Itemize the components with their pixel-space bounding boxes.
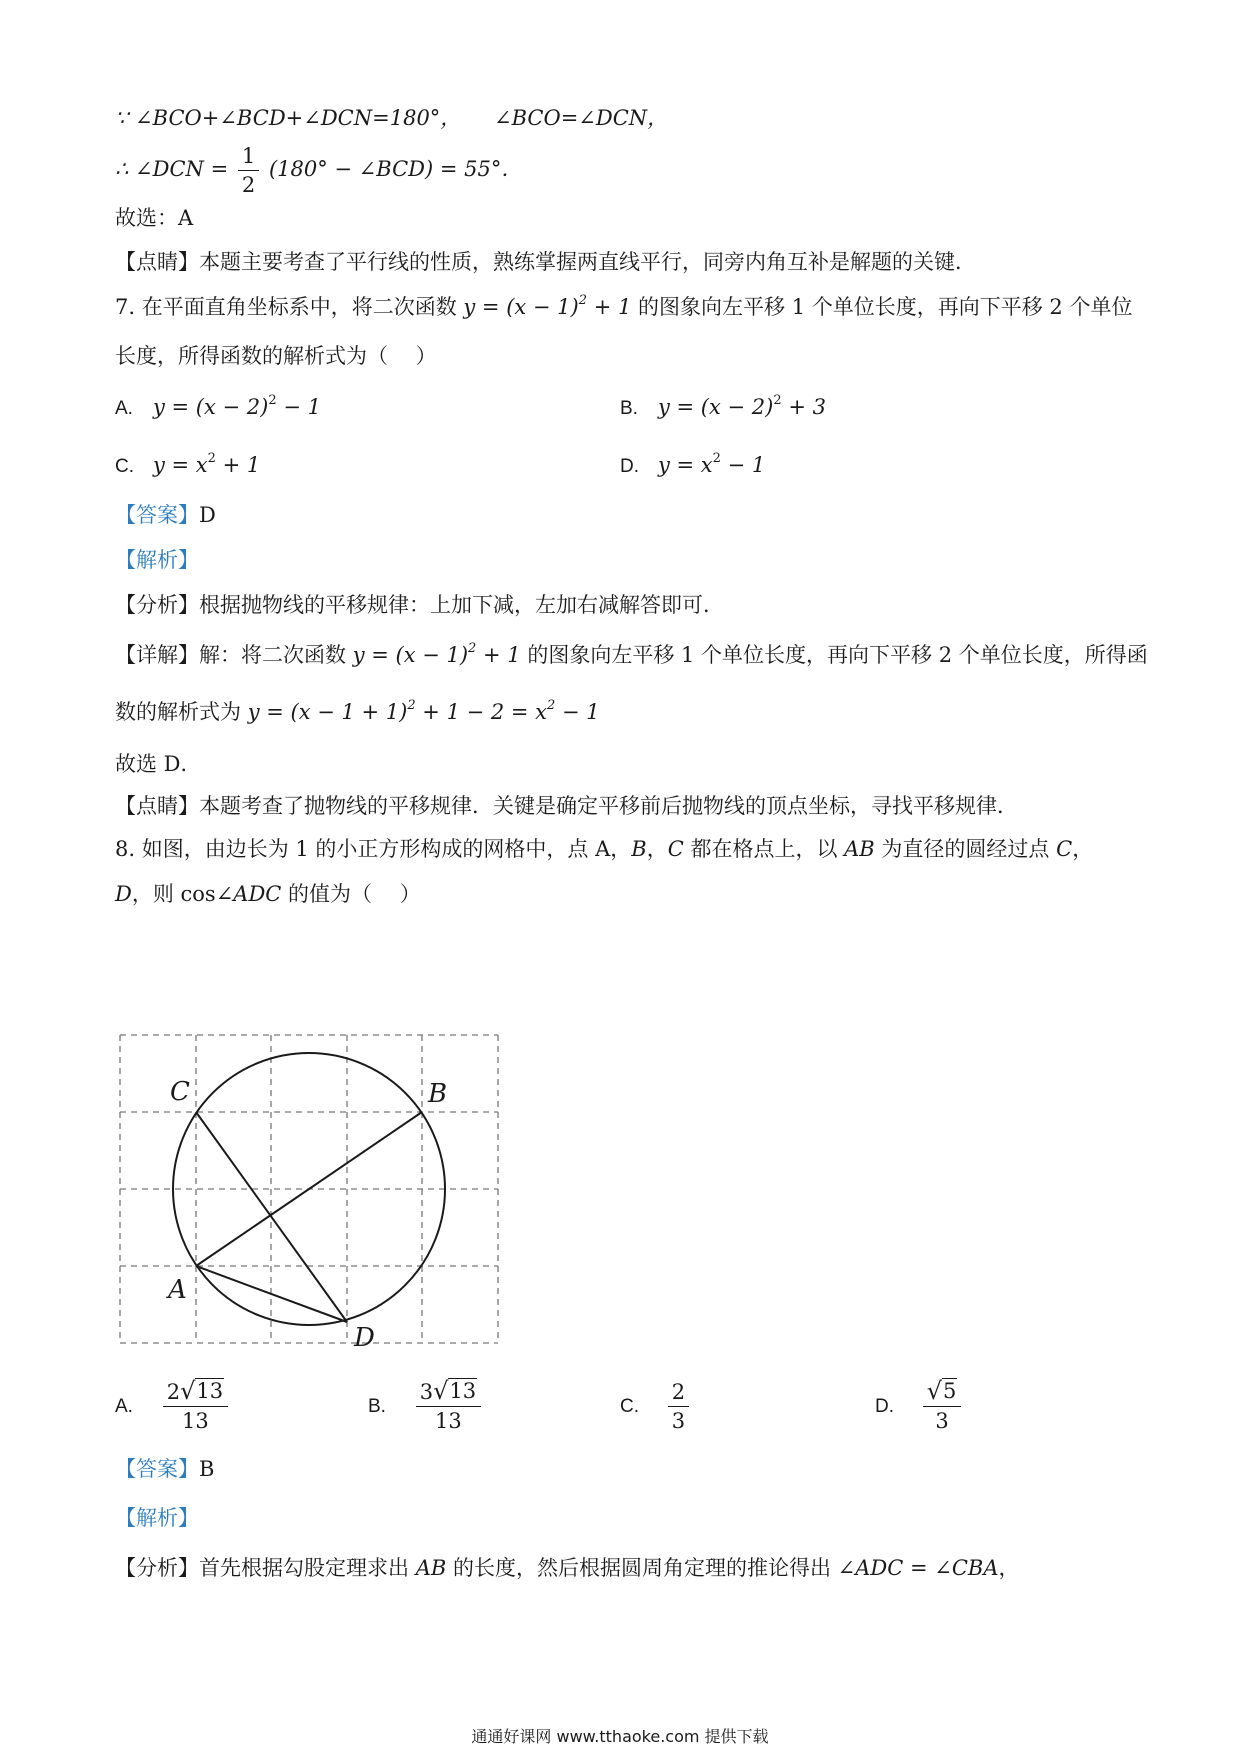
q8-option-b: B. 3 √ 13 13 bbox=[368, 1378, 484, 1435]
q7-answer: 【答案】D bbox=[115, 503, 216, 527]
line-choose-a: 故选：A bbox=[115, 206, 194, 230]
q8-grid-circle-figure bbox=[118, 1032, 508, 1352]
line-2 bbox=[115, 142, 522, 199]
segments bbox=[196, 1112, 422, 1322]
q7-fenxi: 【分析】根据抛物线的平移规律：上加下减，左加右减解答即可． bbox=[115, 593, 724, 617]
point-label-b: B bbox=[428, 1079, 448, 1109]
q7-dianjing: 【点睛】本题考查了抛物线的平移规律．关键是确定平移前后抛物线的顶点坐标，寻找平移规律． bbox=[115, 794, 1018, 818]
dcn-rhs: (180° − ∠BCD) = 55°． bbox=[268, 157, 523, 181]
q8-option-c: C. $\frac{2}{3}$ bbox=[620, 1378, 692, 1435]
q8-analysis-tag: 【解析】 bbox=[115, 1506, 199, 1530]
q7-xiangjie-line1: 【详解】解：将二次函数 $y = (x - 1)^2 + 1$ 的图象向左平移 1 个单位长度，再向下平移 2 个单位长度，所得函 bbox=[115, 641, 1148, 667]
q8-option-d: D. √ 5 3 bbox=[875, 1378, 964, 1435]
point-label-c: C bbox=[170, 1077, 190, 1107]
q7-analysis-tag: 【解析】 bbox=[115, 548, 199, 572]
q7-stem-line2: 长度，所得函数的解析式为（ ） bbox=[115, 344, 437, 368]
point-label-a: A bbox=[168, 1275, 187, 1305]
q8-answer: 【答案】B bbox=[115, 1457, 215, 1481]
q7-choose: 故选 D． bbox=[115, 752, 202, 776]
q7-option-c: C. $y = x^2 + 1$ bbox=[115, 451, 261, 477]
q7-xiangjie-line2: 数的解析式为 $y = (x - 1 + 1)^2 + 1 - 2 = x^2 - 1$ bbox=[115, 698, 600, 724]
angle-equal-text: ∠BCO=∠DCN， bbox=[494, 106, 669, 130]
point-label-d: D bbox=[354, 1323, 375, 1352]
line-1 bbox=[115, 103, 668, 133]
q7-option-d: D. $y = x^2 - 1$ bbox=[620, 451, 766, 477]
footer-source: 通通好课网 www.tthaoke.com 提供下载 bbox=[471, 1727, 769, 1746]
q7-stem-expr: $y = (x - 1)^2 + 1$ bbox=[463, 293, 632, 319]
angle-sum-text: ∵ ∠BCO+∠BCD+∠DCN=180°， bbox=[115, 106, 462, 130]
dianjing-6: 【点睛】本题主要考查了平行线的性质，熟练掌握两直线平行，同旁内角互补是解题的关键． bbox=[115, 250, 976, 274]
q8-stem-line1: 8. 如图，由边长为 1 的小正方形构成的网格中，点 A，B，C 都在格点上，以 AB 为直径的圆经过点 C， bbox=[115, 837, 1094, 861]
q8-stem-line2: D，则 cos∠ADC 的值为（ ） bbox=[115, 882, 421, 906]
dcn-lhs: ∴ ∠DCN = bbox=[115, 157, 229, 181]
q8-fenxi: 【分析】首先根据勾股定理求出 AB 的长度，然后根据圆周角定理的推论得出 ∠ADC = ∠CBA， bbox=[115, 1556, 1020, 1580]
q7-stem-line1: 7. 在平面直角坐标系中，将二次函数 $y = (x - 1)^2 + 1$ 的图象向左平移 1 个单位长度，再向下平移 2 个单位 bbox=[115, 293, 1133, 319]
q7-option-a: A. $y = (x - 2)^2 - 1$ bbox=[115, 393, 321, 419]
half-fraction: $\frac{1}{2}$ bbox=[238, 142, 259, 199]
q7-option-b: B. $y = (x - 2)^2 + 3$ bbox=[620, 393, 826, 419]
q8-option-a: A. 2 √ 13 13 bbox=[115, 1378, 231, 1435]
